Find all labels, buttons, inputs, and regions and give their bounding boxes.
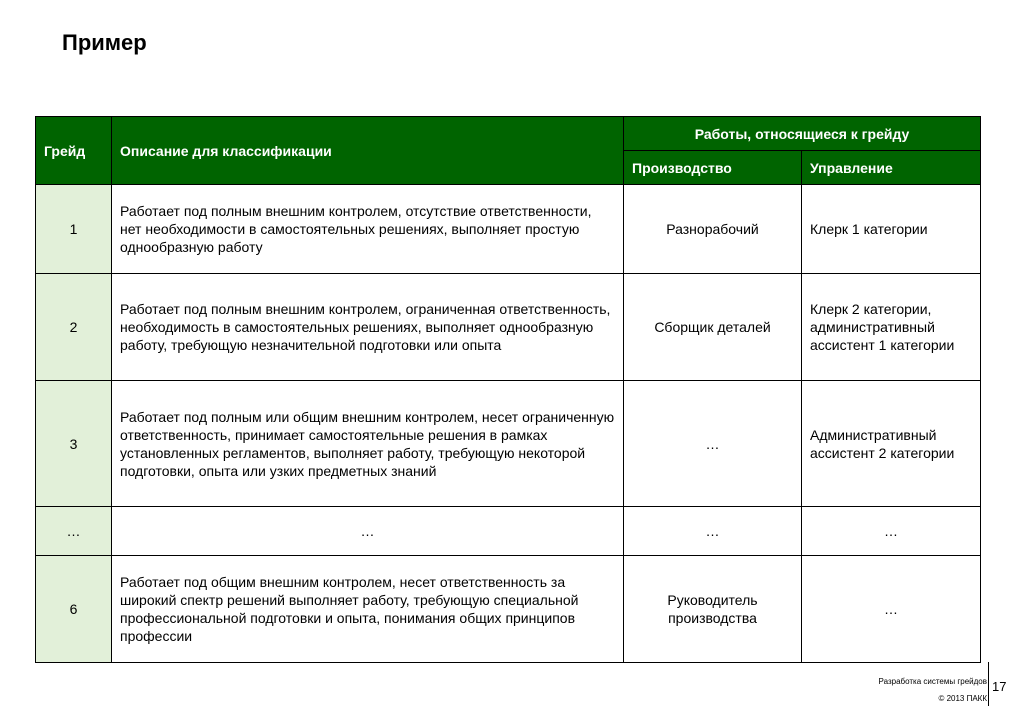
table-row [36,185,981,274]
description-cell: … [112,507,624,556]
management-cell: Клерк 1 категории [802,185,981,274]
header-grade: Грейд [36,117,112,185]
footer [879,673,987,707]
table-row [36,381,981,507]
grades-table [35,116,981,663]
management-cell: … [802,556,981,663]
header-production: Производство [624,151,802,185]
management-cell: Клерк 2 категории, административный ассистент 1 категории [802,274,981,381]
table-row [36,507,981,556]
production-cell: Разнорабочий [624,185,802,274]
grade-cell: 1 [36,185,112,274]
description-cell: Работает под полным внешним контролем, ограниченная ответственность, необходимость в самостоятельных решениях, выполняет однообразную работу, требующую незначительной подготовки или опыта [112,274,624,381]
management-cell: Административный ассистент 2 категории [802,381,981,507]
grade-cell: 3 [36,381,112,507]
header-jobs-group: Работы, относящиеся к грейду [624,117,981,151]
description-cell: Работает под полным или общим внешним контролем, несет ограниченную ответственность, принимает самостоятельные решения в рамках установленных регламентов, выполняет работу, требующую некоторой подготовки, опыта или узких предметных знаний [112,381,624,507]
table-row [36,556,981,663]
production-cell: … [624,381,802,507]
production-cell: … [624,507,802,556]
management-cell: … [802,507,981,556]
footer-divider [988,662,989,706]
footer-copyright: © 2013 ПАКК [938,694,987,703]
production-cell: Сборщик деталей [624,274,802,381]
production-cell: Руководитель производства [624,556,802,663]
grade-cell: 2 [36,274,112,381]
footer-subtitle: Разработка системы грейдов [878,677,987,686]
page-title: Пример [62,30,147,55]
table-row [36,274,981,381]
header-management: Управление [802,151,981,185]
grade-cell: 6 [36,556,112,663]
page-number: 17 [992,679,1007,694]
description-cell: Работает под общим внешним контролем, несет ответственность за широкий спектр решений выполняет работу, требующую специальной профессиональной подготовки и опыта, понимания общих принципов профессии [112,556,624,663]
description-cell: Работает под полным внешним контролем, отсутствие ответственности, нет необходимости в самостоятельных решениях, выполняет простую однообразную работу [112,185,624,274]
grade-cell: … [36,507,112,556]
header-description: Описание для классификации [112,117,624,185]
